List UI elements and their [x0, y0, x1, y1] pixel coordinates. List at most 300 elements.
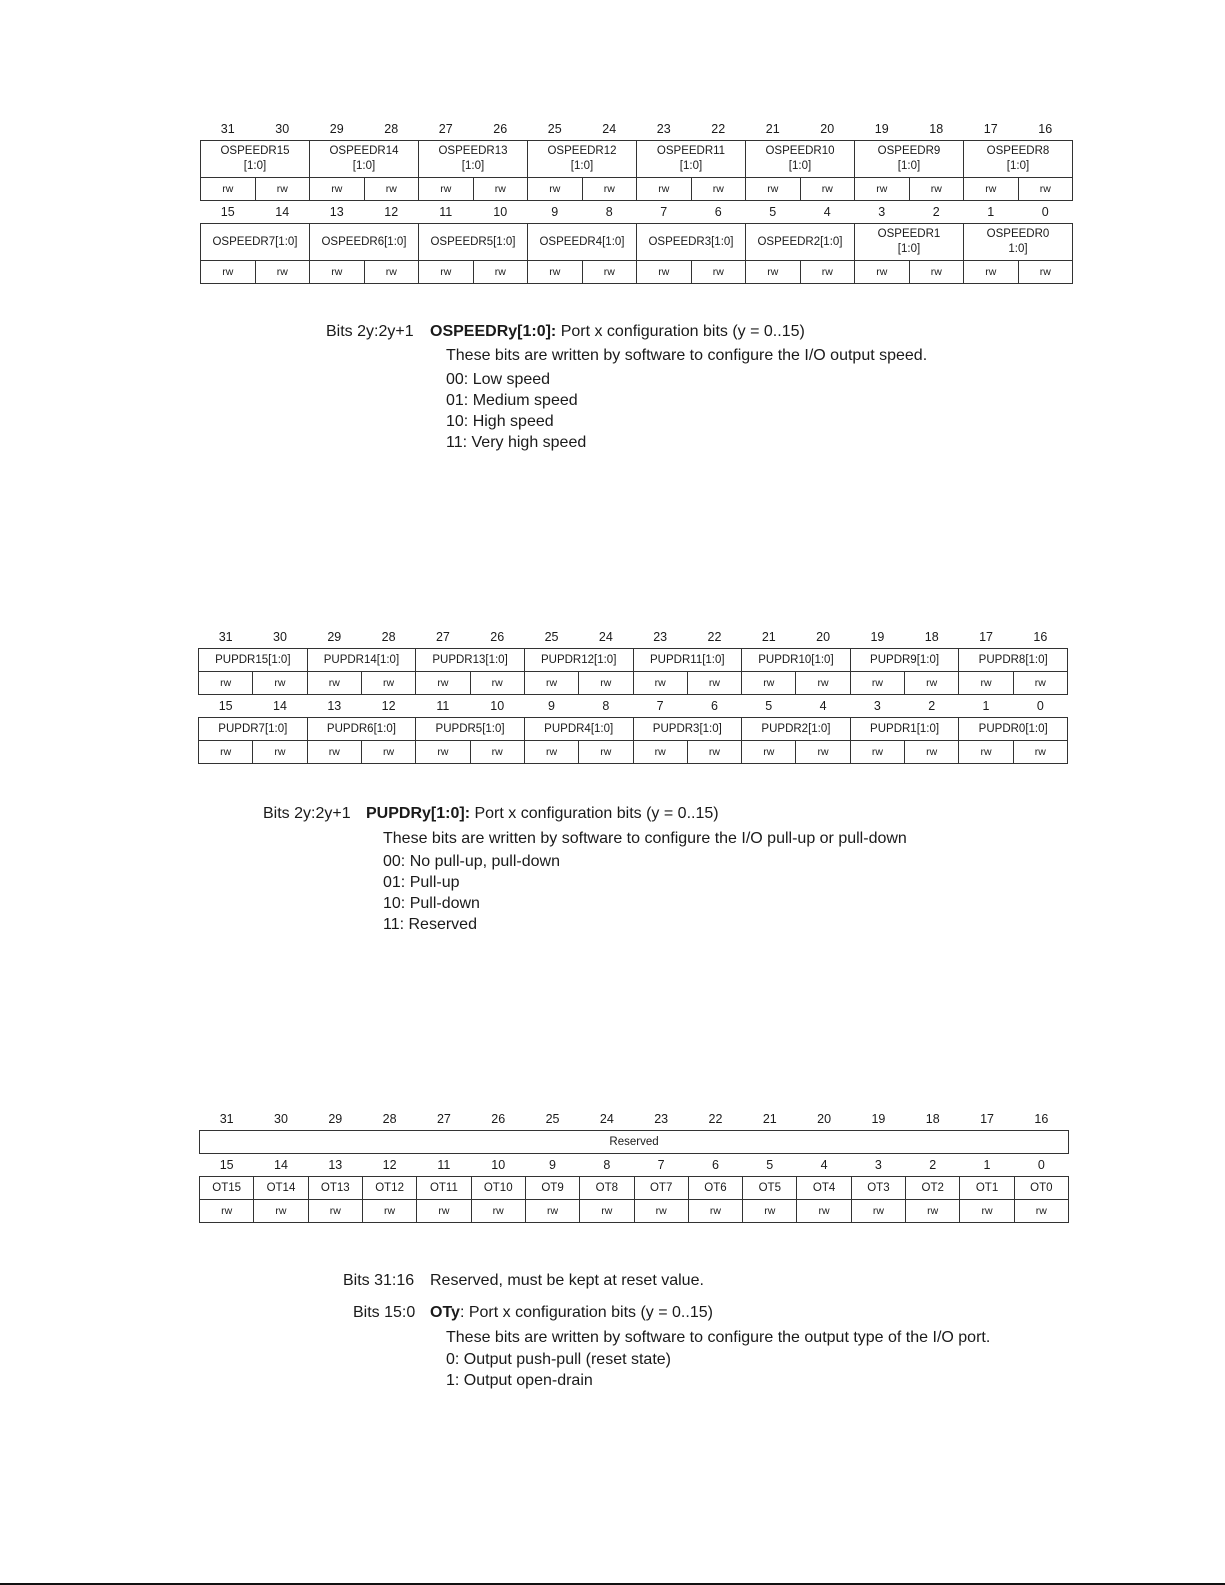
bit-number: 26: [490, 630, 505, 644]
field-cell: OT2: [906, 1177, 960, 1200]
access-cell: rw: [255, 178, 310, 201]
ospeedr-register-diagram: [200, 118, 1073, 284]
access-cell: rw: [746, 261, 801, 284]
access-cell: rw: [580, 1200, 634, 1223]
access-cell: rw: [307, 741, 361, 764]
value-line: 1: Output open-drain: [446, 1372, 593, 1389]
access-cell: rw: [308, 1200, 362, 1223]
bit-number: 17: [983, 122, 998, 136]
ospeedr-low-bit-numbers: [201, 201, 1073, 224]
field-heading: [430, 321, 805, 342]
field-name: PUPDR3[1:0]: [652, 722, 722, 735]
field-cell: OT13: [308, 1177, 362, 1200]
field-cell: OT11: [417, 1177, 471, 1200]
field-cell: [307, 649, 416, 672]
field-cell: OT8: [580, 1177, 634, 1200]
pupdr-high-fields: [199, 649, 1068, 672]
bit-number: 27: [436, 1112, 451, 1126]
bit-number: 2: [929, 1158, 937, 1172]
access-cell: rw: [796, 741, 850, 764]
access-cell: rw: [1018, 178, 1073, 201]
bit-number: 2: [932, 205, 940, 219]
bit-number: 6: [714, 205, 722, 219]
bit-number: 26: [493, 122, 508, 136]
field-range: [1:0]: [243, 160, 267, 172]
bit-number: 9: [548, 699, 555, 713]
bit-number: 25: [547, 122, 562, 136]
value-line: 11: Very high speed: [446, 434, 587, 451]
bit-number: 1: [987, 205, 995, 219]
field-cell: OT6: [688, 1177, 742, 1200]
bits-label: Bits 2y:2y+1: [263, 805, 351, 822]
access-cell: rw: [964, 178, 1019, 201]
field-cell: OT10: [471, 1177, 525, 1200]
field-range: [1:0]: [352, 160, 376, 172]
access-cell: rw: [796, 672, 850, 695]
bit-number: 13: [327, 699, 342, 713]
ospeedr-bit-table: [200, 118, 1073, 284]
access-cell: rw: [364, 178, 419, 201]
field-range: [1:0]: [897, 160, 921, 172]
access-cell: rw: [746, 178, 801, 201]
ospeedr-high-fields: [201, 141, 1073, 178]
field-range: [1:0]: [1006, 160, 1030, 172]
field-cell: OT15: [200, 1177, 254, 1200]
field-cell: [310, 141, 419, 178]
otyper-low-bit-numbers: [200, 1154, 1069, 1177]
bit-number: 4: [820, 1158, 828, 1172]
field-name: OSPEEDR9: [877, 145, 941, 157]
access-cell: rw: [416, 672, 470, 695]
field-name: PUPDR11[1:0]: [650, 653, 725, 666]
field-name: OSPEEDR8: [986, 145, 1050, 157]
bit-number: 20: [817, 1112, 832, 1126]
access-cell: rw: [1018, 261, 1073, 284]
otyper-low-fields: [200, 1177, 1069, 1200]
pupdr-bit-table: [198, 626, 1068, 764]
bit-number: 22: [708, 1112, 723, 1126]
field-name: PUPDR8[1:0]: [978, 653, 1048, 666]
access-cell: rw: [310, 261, 365, 284]
bit-number: 31: [218, 630, 233, 644]
access-cell: rw: [524, 672, 578, 695]
field-cell: [416, 649, 525, 672]
access-cell: rw: [800, 261, 855, 284]
access-cell: rw: [199, 672, 253, 695]
bit-number: 19: [874, 122, 889, 136]
ospeedr-low-fields: [201, 224, 1073, 261]
access-cell: rw: [959, 741, 1013, 764]
field-cell: OT1: [960, 1177, 1014, 1200]
value-line: 00: Low speed: [446, 371, 551, 388]
bit-number: 19: [870, 630, 885, 644]
bit-number: 8: [603, 1158, 611, 1172]
bit-number: 22: [707, 630, 722, 644]
bit-number: 17: [980, 1112, 994, 1126]
field-name: OSPEEDR3[1:0]: [648, 235, 734, 248]
access-cell: rw: [307, 672, 361, 695]
access-cell: rw: [960, 1200, 1014, 1223]
field-name: PUPDR12[1:0]: [540, 653, 617, 666]
access-cell: rw: [254, 1200, 308, 1223]
bit-number: 16: [1034, 1112, 1049, 1126]
bit-number: 14: [274, 1158, 288, 1172]
field-cell: OT12: [362, 1177, 416, 1200]
bit-number: 15: [219, 1158, 234, 1172]
field-name: OSPEEDR14: [329, 145, 399, 157]
bit-number: 11: [437, 1158, 451, 1172]
access-cell: rw: [200, 1200, 254, 1223]
bit-number: 19: [871, 1112, 886, 1126]
value-line: 01: Medium speed: [446, 392, 578, 409]
bit-number: 0: [1037, 1158, 1045, 1172]
field-cell: [850, 649, 959, 672]
access-cell: rw: [959, 672, 1013, 695]
field-cell: OT14: [254, 1177, 308, 1200]
field-name: OSPEEDR4[1:0]: [539, 235, 625, 248]
field-cell: [964, 224, 1073, 261]
field-cell: [850, 718, 959, 741]
field-title: Port x configuration bits (y = 0..15): [556, 323, 805, 340]
access-cell: rw: [1013, 741, 1067, 764]
field-name: OSPEEDR11: [656, 145, 726, 157]
field-cell: [310, 224, 419, 261]
value-line: 10: Pull-down: [383, 895, 480, 912]
field-name: OSPEEDR12: [547, 145, 617, 157]
bit-number: 18: [929, 122, 944, 136]
bit-number: 14: [273, 699, 287, 713]
access-cell: rw: [253, 741, 307, 764]
pupdr-register-diagram: [198, 626, 1068, 764]
field-cell: [416, 718, 525, 741]
value-line: 00: No pull-up, pull-down: [383, 853, 560, 870]
access-cell: rw: [419, 261, 474, 284]
access-cell: rw: [909, 261, 964, 284]
bit-number: 18: [925, 1112, 940, 1126]
ospeedr-high-access: [201, 178, 1073, 201]
access-cell: rw: [850, 741, 904, 764]
field-range: [1:0]: [570, 160, 594, 172]
description-line: These bits are written by software to configure the output type of the I/O port.: [446, 1329, 991, 1346]
bit-number: 28: [384, 122, 399, 136]
bit-number: 28: [382, 1112, 397, 1126]
bit-number: 18: [924, 630, 939, 644]
access-cell: rw: [633, 672, 687, 695]
value-line: 0: Output push-pull (reset state): [446, 1351, 671, 1368]
access-cell: rw: [687, 741, 741, 764]
field-cell: [746, 141, 855, 178]
access-cell: rw: [633, 741, 687, 764]
bit-number: 17: [979, 630, 993, 644]
access-cell: rw: [637, 178, 692, 201]
field-cell: [637, 224, 746, 261]
bit-number: 31: [220, 122, 235, 136]
bit-number: 3: [873, 699, 881, 713]
bit-number: 13: [328, 1158, 343, 1172]
bit-number: 29: [329, 122, 344, 136]
access-cell: rw: [361, 741, 415, 764]
bit-number: 0: [1036, 699, 1044, 713]
access-cell: rw: [362, 1200, 416, 1223]
field-name: OSPEEDR15: [220, 145, 290, 157]
otyper-high-bit-numbers: [200, 1108, 1069, 1131]
bit-number: 21: [762, 1112, 777, 1126]
field-cell: [746, 224, 855, 261]
bit-number: 27: [435, 630, 450, 644]
field-cell: [964, 141, 1073, 178]
field-name: PUPDR13[1:0]: [432, 653, 508, 666]
field-name: PUPDR7[1:0]: [218, 722, 288, 735]
access-cell: rw: [905, 672, 959, 695]
access-cell: rw: [310, 178, 365, 201]
field-name: PUPDR6[1:0]: [326, 722, 396, 735]
ospeedr-low-access: [201, 261, 1073, 284]
bit-number: 12: [382, 1158, 397, 1172]
field-name: PUPDR2[1:0]: [761, 722, 831, 735]
field-name: PUPDR1[1:0]: [870, 722, 940, 735]
field-cell: OT4: [797, 1177, 851, 1200]
access-cell: rw: [361, 672, 415, 695]
bit-number: 24: [602, 122, 617, 136]
field-name: PUPDR10[1:0]: [758, 653, 834, 666]
access-cell: rw: [253, 672, 307, 695]
bit-number: 7: [657, 1158, 665, 1172]
bit-number: 7: [656, 699, 664, 713]
value-line: 10: High speed: [446, 413, 554, 430]
otyper-reserved-row: [200, 1131, 1069, 1154]
field-cell: [419, 141, 528, 178]
bit-number: 30: [273, 630, 287, 644]
field-cell: OT0: [1014, 1177, 1068, 1200]
field-cell: [855, 224, 964, 261]
bit-number: 25: [545, 1112, 560, 1126]
access-cell: rw: [470, 741, 524, 764]
bit-number: 1: [983, 1158, 991, 1172]
bit-number: 16: [1038, 122, 1053, 136]
access-cell: rw: [579, 741, 633, 764]
field-cell: [633, 718, 742, 741]
bit-number: 25: [544, 630, 559, 644]
bit-number: 27: [438, 122, 453, 136]
bit-number: 23: [654, 1112, 669, 1126]
bit-number: 22: [711, 122, 726, 136]
access-cell: rw: [417, 1200, 471, 1223]
access-cell: rw: [1014, 1200, 1068, 1223]
ospeedr-high-bit-numbers: [201, 118, 1073, 141]
bit-number: 26: [491, 1112, 506, 1126]
field-name: OSPEEDRy[1:0]:: [430, 323, 557, 340]
access-cell: rw: [201, 178, 256, 201]
field-name: OSPEEDR7[1:0]: [212, 235, 298, 248]
access-cell: rw: [850, 672, 904, 695]
bit-number: 15: [218, 699, 233, 713]
field-cell: [524, 718, 633, 741]
access-cell: rw: [473, 261, 528, 284]
value-line: 11: Reserved: [383, 916, 477, 933]
access-cell: rw: [906, 1200, 960, 1223]
bit-number: 24: [598, 630, 613, 644]
field-name: OSPEEDR5[1:0]: [430, 235, 516, 248]
field-range: [1:0]: [679, 160, 703, 172]
access-cell: rw: [473, 178, 528, 201]
field-cell: [201, 141, 310, 178]
access-cell: rw: [800, 178, 855, 201]
pupdr-low-fields: [199, 718, 1068, 741]
access-cell: rw: [416, 741, 470, 764]
access-cell: rw: [855, 261, 910, 284]
access-cell: rw: [201, 261, 256, 284]
bit-number: 12: [384, 205, 399, 219]
bit-number: 12: [381, 699, 396, 713]
description-line: These bits are written by software to configure the I/O output speed.: [446, 347, 928, 364]
field-cell: [199, 718, 308, 741]
field-cell: OT9: [525, 1177, 579, 1200]
field-cell: [524, 649, 633, 672]
access-cell: rw: [471, 1200, 525, 1223]
access-cell: rw: [797, 1200, 851, 1223]
bit-number: 1: [982, 699, 990, 713]
access-cell: rw: [964, 261, 1019, 284]
field-cell: [742, 649, 851, 672]
bit-number: 20: [816, 630, 831, 644]
bit-number: 4: [823, 205, 831, 219]
field-cell: [201, 224, 310, 261]
pupdr-high-access: [199, 672, 1068, 695]
otyper-bit-table: [199, 1108, 1069, 1223]
access-cell: rw: [582, 178, 637, 201]
field-name: PUPDR0[1:0]: [978, 722, 1048, 735]
field-cell: OT5: [743, 1177, 797, 1200]
bit-number: 23: [656, 122, 671, 136]
field-name: OSPEEDR0: [986, 228, 1050, 240]
otyper-low-access: [200, 1200, 1069, 1223]
bit-number: 29: [328, 1112, 343, 1126]
field-name: OSPEEDR13: [438, 145, 508, 157]
bit-number: 9: [549, 1158, 556, 1172]
access-cell: rw: [199, 741, 253, 764]
field-range: [1:0]: [788, 160, 812, 172]
field-name: OSPEEDR6[1:0]: [321, 235, 407, 248]
field-cell: [855, 141, 964, 178]
access-cell: rw: [634, 1200, 688, 1223]
access-cell: rw: [742, 741, 796, 764]
bit-number: 10: [491, 1158, 506, 1172]
reserved-text: Reserved, must be kept at reset value.: [430, 1272, 704, 1289]
bit-number: 10: [493, 205, 508, 219]
field-name: PUPDR15[1:0]: [215, 653, 291, 666]
bit-number: 2: [928, 699, 936, 713]
access-cell: rw: [743, 1200, 797, 1223]
access-cell: rw: [255, 261, 310, 284]
field-range: [1:0]: [897, 243, 921, 255]
bit-number: 15: [220, 205, 235, 219]
field-name: OSPEEDR2[1:0]: [757, 235, 843, 248]
bits-label: Bits 2y:2y+1: [326, 323, 414, 340]
description-line: These bits are written by software to configure the I/O pull-up or pull-down: [383, 830, 907, 847]
bit-number: 20: [820, 122, 835, 136]
bit-number: 8: [602, 699, 610, 713]
access-cell: rw: [855, 178, 910, 201]
access-cell: rw: [851, 1200, 905, 1223]
access-cell: rw: [637, 261, 692, 284]
field-cell: [633, 649, 742, 672]
field-cell: OT7: [634, 1177, 688, 1200]
bit-number: 23: [653, 630, 668, 644]
bit-number: 9: [551, 205, 559, 219]
field-heading: [366, 803, 719, 824]
bit-number: 31: [219, 1112, 234, 1126]
access-cell: rw: [691, 178, 746, 201]
access-cell: rw: [688, 1200, 742, 1223]
reserved-bits-label: Bits 31:16: [343, 1272, 415, 1289]
access-cell: rw: [524, 741, 578, 764]
bits-label: Bits 15:0: [353, 1304, 416, 1321]
bit-number: 11: [439, 205, 453, 219]
otyper-register-diagram: [199, 1108, 1069, 1223]
bit-number: 13: [329, 205, 344, 219]
value-line: 01: Pull-up: [383, 874, 460, 891]
pupdr-low-bit-numbers: [199, 695, 1068, 718]
access-cell: rw: [909, 178, 964, 201]
access-cell: rw: [419, 178, 474, 201]
access-cell: rw: [691, 261, 746, 284]
field-name: OTy: [430, 1304, 460, 1321]
field-cell: [528, 224, 637, 261]
bit-number: 3: [878, 205, 886, 219]
access-cell: rw: [364, 261, 419, 284]
bit-number: 30: [275, 122, 290, 136]
field-cell: [199, 649, 308, 672]
bit-number: 24: [599, 1112, 614, 1126]
bit-number: 4: [819, 699, 827, 713]
bit-number: 29: [327, 630, 342, 644]
field-name: PUPDR9[1:0]: [870, 653, 940, 666]
field-cell: [637, 141, 746, 178]
access-cell: rw: [528, 261, 583, 284]
field-heading: [430, 1302, 713, 1323]
field-name: OSPEEDR10: [765, 145, 835, 157]
field-range: 1:0]: [1008, 243, 1028, 255]
field-cell: [419, 224, 528, 261]
access-cell: rw: [579, 672, 633, 695]
bit-number: 21: [765, 122, 780, 136]
bit-number: 0: [1041, 205, 1049, 219]
field-cell: [959, 718, 1068, 741]
bit-number: 6: [710, 699, 718, 713]
field-cell: [528, 141, 637, 178]
access-cell: rw: [742, 672, 796, 695]
reserved-field: Reserved: [200, 1131, 1069, 1154]
access-cell: rw: [528, 178, 583, 201]
access-cell: rw: [525, 1200, 579, 1223]
field-title: Port x configuration bits (y = 0..15): [470, 805, 719, 822]
access-cell: rw: [470, 672, 524, 695]
access-cell: rw: [687, 672, 741, 695]
bit-number: 8: [605, 205, 613, 219]
bit-number: 16: [1033, 630, 1048, 644]
bit-number: 28: [381, 630, 396, 644]
bit-number: 5: [769, 205, 777, 219]
bit-number: 30: [274, 1112, 288, 1126]
pupdr-high-bit-numbers: [199, 626, 1068, 649]
field-name: PUPDRy[1:0]:: [366, 805, 471, 822]
field-name: PUPDR5[1:0]: [435, 722, 505, 735]
bit-number: 21: [761, 630, 776, 644]
bit-number: 7: [660, 205, 668, 219]
field-cell: OT3: [851, 1177, 905, 1200]
bit-number: 3: [874, 1158, 882, 1172]
access-cell: rw: [1013, 672, 1067, 695]
